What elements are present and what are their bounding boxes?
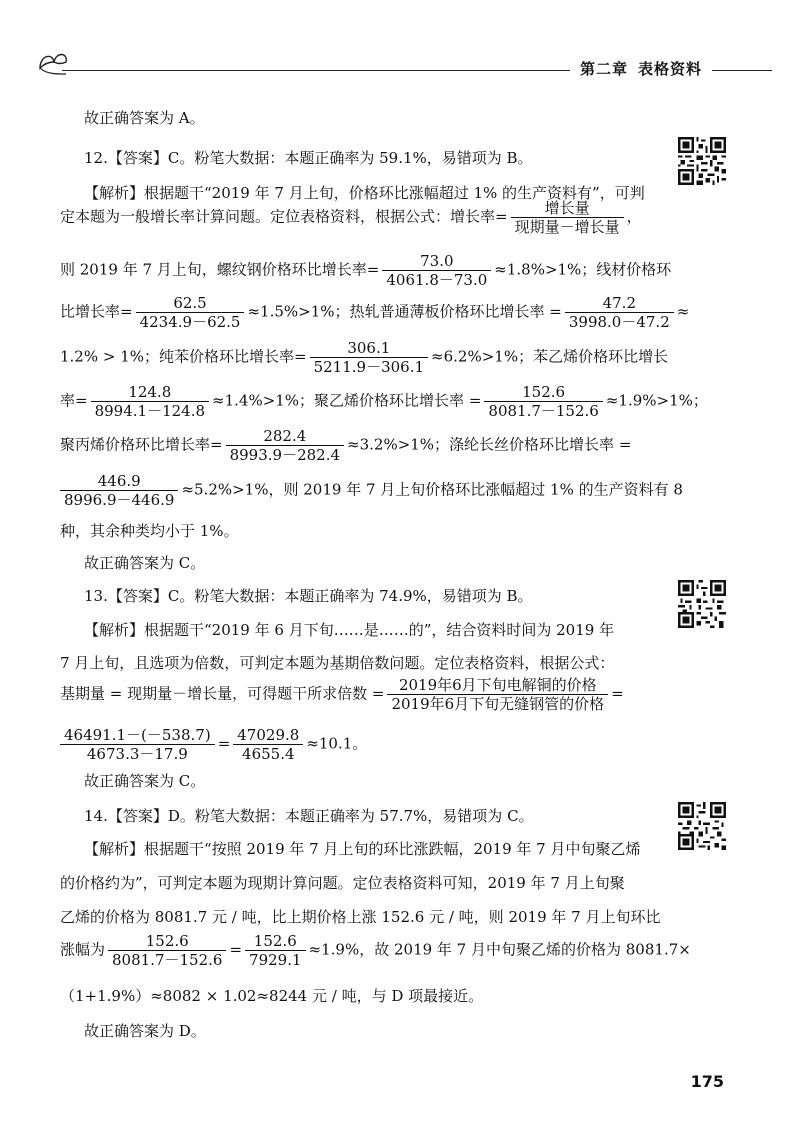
chapter-name: 表格资料 xyxy=(637,60,702,78)
denominator: 8081.7－152.6 xyxy=(488,402,599,420)
numerator: 2019年6月下旬电解铜的价格 xyxy=(387,676,608,695)
fraction xyxy=(245,932,306,969)
leaf-icon xyxy=(36,48,70,76)
numerator: 306.1 xyxy=(310,339,428,358)
denominator: 7929.1 xyxy=(249,951,302,969)
text: 涨幅为 xyxy=(60,940,106,959)
fraction xyxy=(60,726,215,763)
q12-calc-line xyxy=(60,339,668,376)
q12-calc-line xyxy=(60,383,708,420)
fraction xyxy=(136,294,245,331)
numerator: 152.6 xyxy=(245,932,306,951)
fraction xyxy=(382,252,491,289)
numerator: 62.5 xyxy=(136,294,245,313)
fraction xyxy=(233,726,303,763)
text: 基期量 = 现期量－增长量，可得题干所求倍数 = xyxy=(60,684,385,703)
text: 定本题为一般增长率计算问题。定位表格资料，根据公式：增长率= xyxy=(60,207,508,226)
denominator: 2019年6月下旬无缝钢管的价格 xyxy=(391,695,605,713)
q14-analysis-line: 的价格约为”，可判定本题为现期计算问题。定位表格资料可知，2019 年 7 月上旬聚 xyxy=(60,874,625,892)
denominator: 4673.3－17.9 xyxy=(86,745,188,763)
text: ≈1.9%，故 2019 年 7 月中旬聚乙烯的价格为 8081.7× xyxy=(308,940,691,959)
denominator: 8081.7－152.6 xyxy=(112,951,223,969)
fraction xyxy=(565,294,674,331)
text: ≈1.5%>1%；热轧普通薄板价格环比增长率 = xyxy=(247,302,562,321)
q12-answer-line: 故正确答案为 C。 xyxy=(84,554,206,572)
text: ≈1.4%>1%；聚乙烯价格环比增长率 = xyxy=(212,391,482,410)
numerator: 282.4 xyxy=(226,427,344,446)
denominator: 8994.1－124.8 xyxy=(94,402,206,420)
q14-answer-header: 14.【答案】D。粉笔大数据：本题正确率为 57.7%，易错项为 C。 xyxy=(84,807,534,825)
q12-analysis-line: 【解析】根据题干“2019 年 7 月上旬，价格环比涨幅超过 1% 的生产资料有”，可判 xyxy=(84,184,645,202)
q14-answer-line: 故正确答案为 D。 xyxy=(84,1022,206,1040)
numerator: 152.6 xyxy=(108,932,226,951)
text: ≈ xyxy=(676,302,690,321)
chapter-title xyxy=(570,58,712,79)
qr-code-icon[interactable] xyxy=(678,580,726,628)
numerator: 46491.1－(－538.7) xyxy=(60,726,215,745)
text: ≈6.2%>1%；苯乙烯价格环比增长 xyxy=(431,347,669,366)
q12-calc-line xyxy=(60,252,671,289)
numerator: 增长量 xyxy=(511,199,624,218)
q13-answer-line: 故正确答案为 C。 xyxy=(84,772,206,790)
denominator: 5211.9－306.1 xyxy=(313,358,425,376)
q14-analysis-line: （1+1.9%）≈8082 × 1.02≈8244 元 / 吨，与 D 项最接近。 xyxy=(60,987,484,1005)
text: ≈1.9%>1%； xyxy=(605,391,708,410)
q12-calc-line xyxy=(60,427,631,464)
denominator: 4061.8－73.0 xyxy=(386,271,488,289)
text: ≈10.1。 xyxy=(306,734,368,753)
page-header xyxy=(36,44,772,84)
fraction xyxy=(387,676,608,713)
text: ≈1.8%>1%；线材价格环 xyxy=(494,260,672,279)
denominator: 4655.4 xyxy=(242,745,295,763)
q13-calc-line xyxy=(60,726,367,763)
fraction xyxy=(310,339,428,376)
numerator: 124.8 xyxy=(91,383,209,402)
qr-code-icon[interactable] xyxy=(678,137,726,185)
fraction xyxy=(226,427,344,464)
page-number: 175 xyxy=(690,1072,724,1091)
denominator: 8996.9－446.9 xyxy=(64,491,175,509)
text: = xyxy=(611,684,624,703)
denominator: 8993.9－282.4 xyxy=(229,446,341,464)
numerator: 47029.8 xyxy=(233,726,303,745)
text: ≈5.2%>1%，则 2019 年 7 月上旬价格环比涨幅超过 1% 的生产资料有 8 xyxy=(181,480,683,499)
fraction xyxy=(511,199,624,236)
q14-analysis-line: 【解析】根据题干“按照 2019 年 7 月上旬的环比涨跌幅，2019 年 7 月中旬聚乙烯 xyxy=(84,840,641,858)
fraction xyxy=(91,383,209,420)
text: ， xyxy=(626,207,642,226)
q14-calc-line xyxy=(60,932,691,969)
q14-analysis-line: 乙烯的价格为 8081.7 元 / 吨，比上期价格上涨 152.6 元 / 吨，则 2019 年 7 月上旬环比 xyxy=(60,908,661,926)
q12-calc-line xyxy=(60,472,683,509)
numerator: 152.6 xyxy=(484,383,602,402)
fraction xyxy=(60,472,178,509)
q12-answer-header: 12.【答案】C。粉笔大数据：本题正确率为 59.1%，易错项为 B。 xyxy=(84,149,533,167)
q13-analysis-line: 【解析】根据题干“2019 年 6 月下旬……是……的”，结合资料时间为 2019 年 xyxy=(84,621,615,639)
numerator: 47.2 xyxy=(565,294,674,313)
q12-formula-line xyxy=(60,199,642,236)
q13-answer-header: 13.【答案】C。粉笔大数据：本题正确率为 74.9%，易错项为 B。 xyxy=(84,587,533,605)
text: 1.2% > 1%；纯苯价格环比增长率= xyxy=(60,347,307,366)
text: = xyxy=(217,734,231,753)
answer-line: 故正确答案为 A。 xyxy=(84,109,205,127)
q12-analysis-line: 种，其余种类均小于 1%。 xyxy=(60,522,239,540)
denominator: 现期量－增长量 xyxy=(514,218,620,236)
text: 率= xyxy=(60,391,88,410)
text: 聚丙烯价格环比增长率= xyxy=(60,435,223,454)
text: 比增长率= xyxy=(60,302,133,321)
chapter-number: 第二章 xyxy=(579,60,628,78)
q13-analysis-line: 7 月上旬，且选项为倍数，可判定本题为基期倍数问题。定位表格资料，根据公式： xyxy=(60,654,615,672)
text: ≈3.2%>1%；涤纶长丝价格环比增长率 = xyxy=(347,435,632,454)
q12-calc-line xyxy=(60,294,689,331)
qr-code-icon[interactable] xyxy=(678,802,726,850)
text: = xyxy=(229,940,243,959)
denominator: 4234.9－62.5 xyxy=(139,313,241,331)
q13-formula-line xyxy=(60,676,624,713)
numerator: 446.9 xyxy=(60,472,178,491)
fraction xyxy=(484,383,602,420)
numerator: 73.0 xyxy=(382,252,491,271)
text: 则 2019 年 7 月上旬，螺纹钢价格环比增长率= xyxy=(60,260,380,279)
denominator: 3998.0－47.2 xyxy=(568,313,670,331)
fraction xyxy=(108,932,226,969)
